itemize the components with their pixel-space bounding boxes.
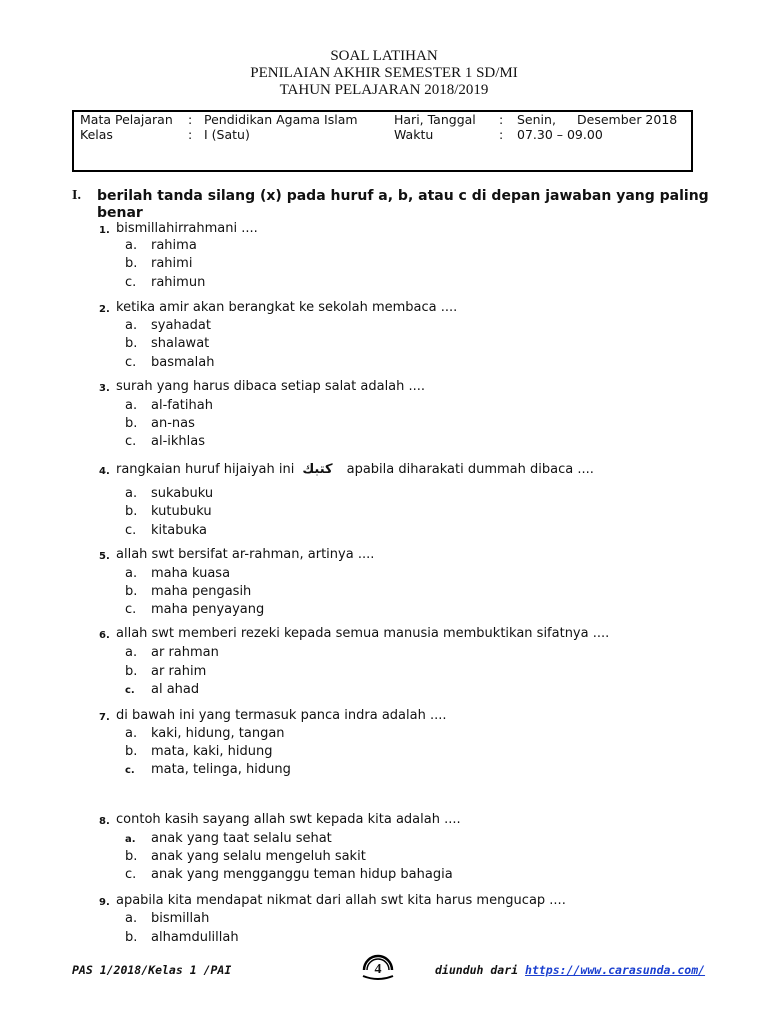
option-letter: a. [125,238,138,253]
option-text: anak yang selalu mengeluh sakit [151,849,366,864]
option-text: anak yang mengganggu teman hidup bahagia [151,867,453,882]
option-text: rahima [151,238,197,253]
question-text: allah swt bersifat ar-rahman, artinya .... [116,547,375,562]
academic-year: TAHUN PELAJARAN 2018/2019 [279,82,489,98]
option-letter: c. [125,275,137,290]
source-link[interactable]: https://www.carasunda.com/ [525,963,706,977]
section-instruction-line1: berilah tanda silang (x) pada huruf a, b, atau c di depan jawaban yang paling [97,188,709,204]
option-letter: c. [125,867,137,882]
option-letter: a. [125,398,138,413]
class-value: I (Satu) [204,127,250,142]
date-colon: : [499,112,504,127]
question-text: apabila kita mendapat nikmat dari allah swt kita harus mengucap .... [116,893,566,908]
option-letter: c. [125,765,135,776]
question-number: 9. [99,897,110,908]
subject-value: Pendidikan Agama Islam [204,112,358,127]
option-text: mata, telinga, hidung [151,762,291,777]
option-text: ar rahim [151,664,207,679]
document-title: SOAL LATIHAN [330,48,438,64]
option-letter: c. [125,355,137,370]
option-text: maha pengasih [151,584,252,599]
option-text: al-ikhlas [151,434,205,449]
option-letter: b. [125,744,138,759]
option-text: mata, kaki, hidung [151,744,273,759]
option-text: basmalah [151,355,215,370]
option-letter: b. [125,584,138,599]
time-value: 07.30 – 09.00 [517,127,603,142]
option-letter: a. [125,911,138,926]
option-letter: b. [125,336,138,351]
option-text: al ahad [151,682,200,697]
footer-exam-code: PAS 1/2018/Kelas 1 /PAI [72,963,232,977]
document-subtitle: PENILAIAN AKHIR SEMESTER 1 SD/MI [250,65,518,81]
question-text: bismillahirrahmani .... [116,221,258,236]
subject-colon: : [188,112,193,127]
question-number: 5. [99,551,110,562]
option-letter: b. [125,664,138,679]
date-value: Desember 2018 [577,112,678,127]
option-letter: b. [125,416,138,431]
option-letter: c. [125,685,135,696]
option-text: al-fatihah [151,398,213,413]
option-letter: b. [125,849,138,864]
option-letter: a. [125,726,138,741]
option-letter: b. [125,256,138,271]
option-letter: a. [125,566,138,581]
option-text: rahimi [151,256,193,271]
option-text: anak yang taat selalu sehat [151,831,332,846]
option-text: alhamdulillah [151,930,239,945]
question-text: surah yang harus dibaca setiap salat adalah .... [116,379,426,394]
question-number: 1. [99,225,110,236]
option-letter: c. [125,602,137,617]
question-text-after: apabila diharakati dummah dibaca .... [346,462,594,477]
option-letter: b. [125,930,138,945]
option-text: sukabuku [151,486,214,501]
subject-label: Mata Pelajaran [80,112,173,127]
page-number-badge [358,950,398,990]
question-text: ketika amir akan berangkat ke sekolah membaca .... [116,300,458,315]
option-text: ar rahman [151,645,219,660]
option-letter: c. [125,434,137,449]
question-number: 8. [99,816,110,827]
section-number: I. [72,188,81,203]
question-text [116,462,594,477]
section-instruction-line2: benar [97,205,143,221]
class-colon: : [188,127,193,142]
option-text: maha kuasa [151,566,231,581]
arabic-letters: كتبك [302,462,333,477]
option-text: an-nas [151,416,195,431]
footer-source-prefix: diunduh dari [435,963,519,977]
option-text: kutubuku [151,504,212,519]
class-label: Kelas [80,127,113,142]
option-letter: a. [125,645,138,660]
question-number: 6. [99,630,110,641]
time-label: Waktu [394,127,434,142]
page-number: 4 [374,962,382,977]
question-text: allah swt memberi rezeki kepada semua manusia membuktikan sifatnya .... [116,626,610,641]
question-number: 4. [99,466,110,477]
question-text-before: rangkaian huruf hijaiyah ini [116,462,295,477]
option-text: syahadat [151,318,211,333]
exam-info-box [72,110,693,172]
option-text: shalawat [151,336,210,351]
option-letter: a. [125,486,138,501]
date-day: Senin, [517,112,556,127]
option-text: bismillah [151,911,210,926]
option-letter: b. [125,504,138,519]
option-text: kitabuka [151,523,207,538]
option-letter: c. [125,523,137,538]
question-number: 2. [99,304,110,315]
option-text: kaki, hidung, tangan [151,726,285,741]
question-number: 3. [99,383,110,394]
option-text: rahimun [151,275,206,290]
question-number: 7. [99,712,110,723]
date-label: Hari, Tanggal [394,112,476,127]
option-text: maha penyayang [151,602,265,617]
time-colon: : [499,127,504,142]
footer-source [435,963,705,977]
option-letter: a. [125,834,136,845]
question-text: di bawah ini yang termasuk panca indra adalah .... [116,708,447,723]
option-letter: a. [125,318,138,333]
question-text: contoh kasih sayang allah swt kepada kita adalah .... [116,812,461,827]
